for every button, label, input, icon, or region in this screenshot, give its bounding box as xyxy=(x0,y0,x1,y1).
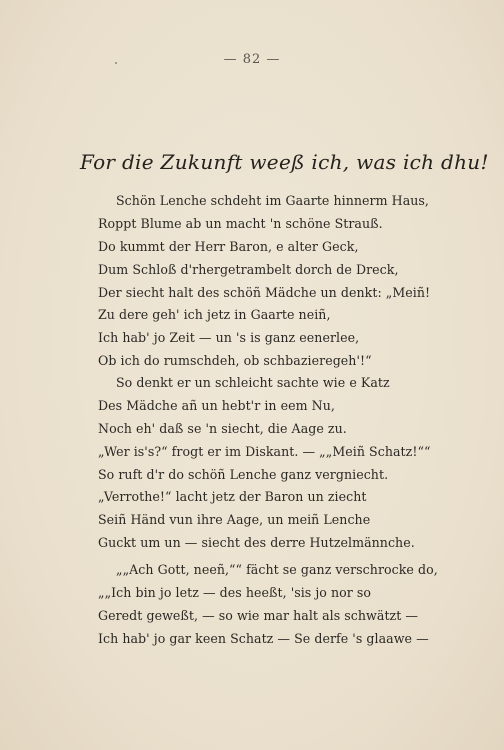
verse-line: So ruft d'r do schöñ Lenche ganz vergniecht. xyxy=(98,466,389,482)
stanza-2 xyxy=(98,372,438,555)
verse-line: „„Ach Gott, neeñ,““ fächt se ganz verschrocke do, xyxy=(116,562,438,577)
page-number: — 82 — xyxy=(223,52,281,67)
verse-line: Noch eh' daß se 'n siecht, die Aage zu. xyxy=(98,420,347,436)
verse-line: Ob ich do rumschdeh, ob schbazieregeh'!“ xyxy=(98,353,372,369)
verse-line: Roppt Blume ab un macht 'n schöne Strauß. xyxy=(98,215,383,231)
verse-line: Do kummt der Herr Baron, e alter Geck, xyxy=(98,238,359,254)
verse-line: „„Ich bin jo letz — des heeßt, 'sis jo nor so xyxy=(98,584,372,600)
verse-line: Dum Schloß d'rhergetrambelt dorch de Dreck, xyxy=(98,261,399,277)
verse-line: Geredt geweßt, — so wie mar halt als schwätzt — xyxy=(98,607,419,623)
verse-line: Des Mädche añ un hebt'r in eem Nu, xyxy=(98,397,335,413)
verse-line: Der siecht halt des schöñ Mädche un denkt: „Meiñ! xyxy=(98,284,431,300)
verse-line: Zu dere geh' ich jetz in Gaarte neiñ, xyxy=(98,307,331,323)
verse-line: Ich hab' jo gar keen Schatz — Se derfe 's glaawe — xyxy=(98,630,429,646)
verse-line: Ich hab' jo Zeit — un 's is ganz eenerlee, xyxy=(98,330,360,346)
stanza-1 xyxy=(98,190,438,373)
verse-line: „Wer is's?“ frogt er im Diskant. — „„Meiñ Schatz!““ xyxy=(98,443,431,459)
verse-line: Guckt um un — siecht des derre Hutzelmännche. xyxy=(98,535,415,551)
verse-line: So denkt er un schleicht sachte wie e Katz xyxy=(116,375,390,390)
verse-line: „Verrothe!“ lacht jetz der Baron un ziecht xyxy=(98,489,367,505)
poem-title: For die Zukunft weeß ich, was ich dhu! xyxy=(80,150,489,174)
verse-line: Schön Lenche schdeht im Gaarte hinnerm Haus, xyxy=(116,193,429,208)
stanza-3 xyxy=(98,559,438,651)
verse-line: Seiñ Händ vun ihre Aage, un meiñ Lenche xyxy=(98,512,371,528)
